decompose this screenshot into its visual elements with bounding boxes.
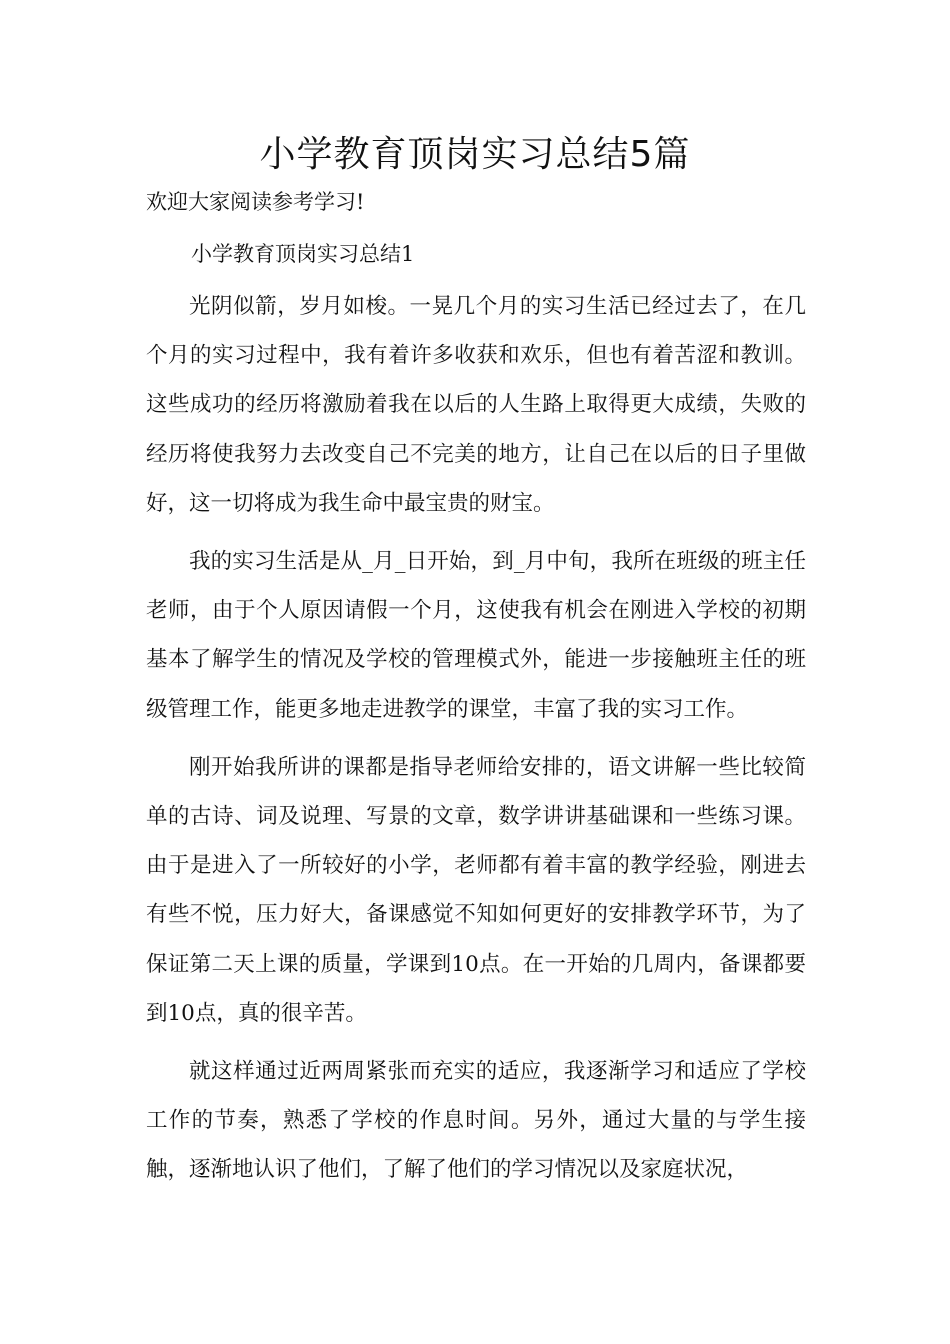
greeting-text: 欢迎大家阅读参考学习! [146,190,365,214]
paragraph: 刚开始我所讲的课都是指导老师给安排的，语文讲解一些比较简单的古诗、词及说理、写景的文章，数学讲讲基础课和一些练习课。由于是进入了一所较好的小学，老师都有着丰富的教学经验，刚进去有些不悦，压力好大，备课感觉不知如何更好的安排教学环节，为了保证第二天上课的质量，学课到10点。在一开始的几周内，备课都要到10点，真的很辛苦。 [146,754,806,1026]
section-subtitle: 小学教育顶岗实习总结1 [191,242,415,266]
document-title: 小学教育顶岗实习总结5篇 [259,134,691,175]
paragraph: 光阴似箭，岁月如梭。一晃几个月的实习生活已经过去了，在几个月的实习过程中，我有着许多收获和欢乐，但也有着苦涩和教训。这些成功的经历将激励着我在以后的人生路上取得更大成绩，失败的经历将使我努力去改变自己不完美的地方，让自己在以后的日子里做好，这一切将成为我生命中最宝贵的财宝。 [146,294,806,516]
paragraph: 我的实习生活是从_月_日开始，到_月中旬，我所在班级的班主任老师，由于个人原因请假一个月，这使我有机会在刚进入学校的初期基本了解学生的情况及学校的管理模式外，能进一步接触班主任的班级管理工作，能更多地走进教学的课堂，丰富了我的实习工作。 [146,549,806,722]
document-body [146,282,806,1195]
paragraph: 就这样通过近两周紧张而充实的适应，我逐渐学习和适应了学校工作的节奏，熟悉了学校的作息时间。另外，通过大量的与学生接触，逐渐地认识了他们，了解了他们的学习情况以及家庭状况， [146,1059,806,1183]
